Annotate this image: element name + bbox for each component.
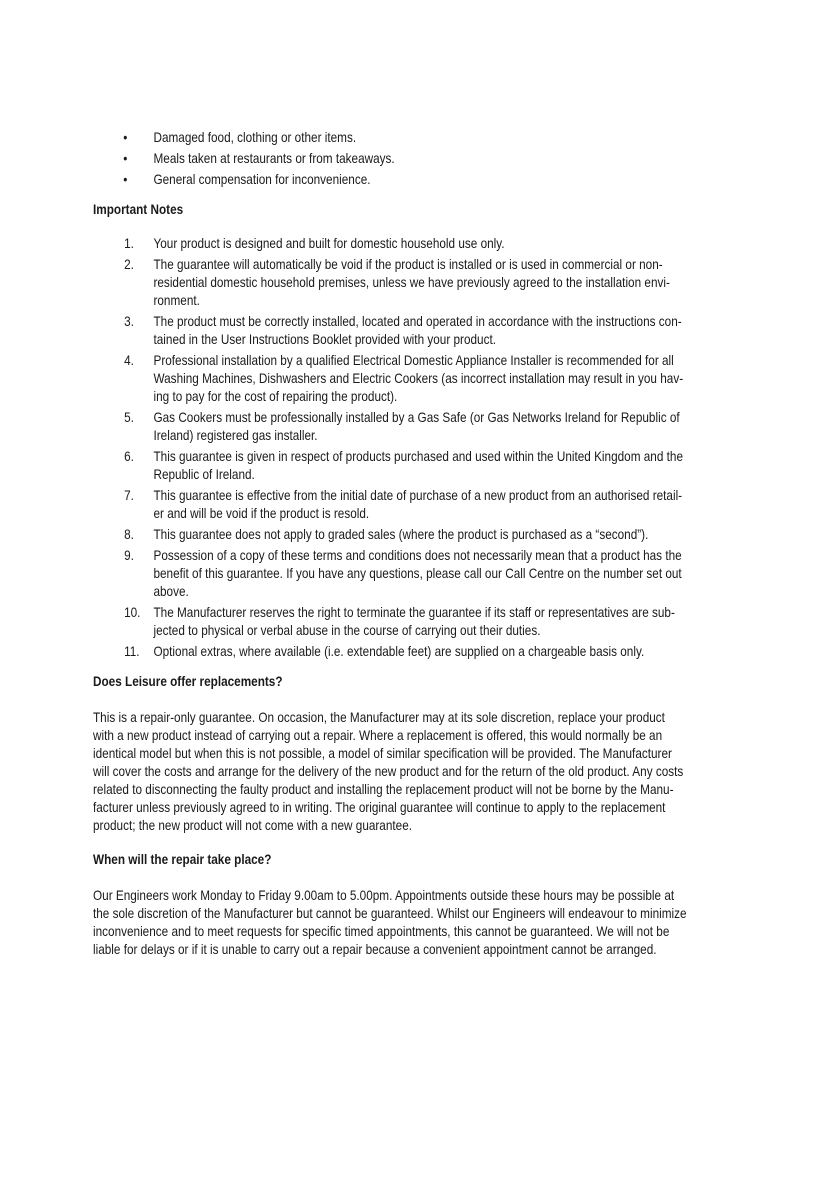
- note-item: [93, 486, 757, 522]
- text-line: This guarantee does not apply to graded sales (where the product is purchased as a “second”).: [153, 526, 649, 542]
- note-item: [93, 546, 757, 600]
- text-line: Ireland) registered gas installer.: [153, 427, 318, 443]
- exclusions-bullet-list: [93, 128, 757, 188]
- text-line: facturer unless previously agreed to in writing. The original guarantee will continue to apply to the replacement: [93, 799, 666, 815]
- note-item: [93, 255, 757, 309]
- text-line: The Manufacturer reserves the right to terminate the guarantee if its staff or representatives are sub-: [153, 604, 675, 620]
- text-line: The guarantee will automatically be void if the product is installed or is used in commercial or non-: [153, 256, 663, 272]
- note-item: [93, 603, 757, 639]
- text-line: Optional extras, where available (i.e. extendable feet) are supplied on a chargeable basis only.: [153, 643, 645, 659]
- text-line: will cover the costs and arrange for the delivery of the new product and for the return of the old product. Any costs: [93, 763, 684, 779]
- note-number: 2.: [124, 256, 134, 272]
- note-number: 9.: [124, 547, 134, 563]
- bullet-item: [93, 128, 757, 146]
- text-line: ing to pay for the cost of repairing the product).: [153, 388, 398, 404]
- note-number: 5.: [124, 409, 134, 425]
- bullet-icon: •: [123, 129, 128, 145]
- note-item: [93, 234, 757, 252]
- important-notes-heading: Important Notes: [93, 201, 184, 217]
- text-line: the sole discretion of the Manufacturer but cannot be guaranteed. Whilst our Engineers will endeavour to minimize: [93, 905, 687, 921]
- text-line: residential domestic household premises, unless we have previously agreed to the installation envi-: [153, 274, 670, 290]
- text-line: with a new product instead of carrying out a repair. Where a replacement is offered, this would normally be an: [93, 727, 663, 743]
- important-notes-list: [93, 234, 757, 660]
- bullet-icon: •: [123, 171, 128, 187]
- text-line: Professional installation by a qualified Electrical Domestic Appliance Installer is recommended for all: [153, 352, 674, 368]
- note-number: 8.: [124, 526, 134, 542]
- text-line: Our Engineers work Monday to Friday 9.00am to 5.00pm. Appointments outside these hours may be possible at: [93, 887, 675, 903]
- text-line: jected to physical or verbal abuse in the course of carrying out their duties.: [153, 622, 541, 638]
- note-number: 10.: [124, 604, 141, 620]
- note-number: 11.: [124, 643, 140, 659]
- note-item: [93, 351, 757, 405]
- note-number: 1.: [124, 235, 134, 251]
- text-line: This guarantee is effective from the initial date of purchase of a new product from an authorised retail-: [153, 487, 683, 503]
- text-line: er and will be void if the product is resold.: [153, 505, 370, 521]
- bullet-icon: •: [123, 150, 128, 166]
- text-line: This is a repair-only guarantee. On occasion, the Manufacturer may at its sole discretion, replace your product: [93, 709, 665, 725]
- bullet-item: [93, 149, 757, 167]
- text-line: inconvenience and to meet requests for specific timed appointments, this cannot be guaranteed. We will not be: [93, 923, 670, 939]
- repair-timing-paragraph: [93, 886, 757, 958]
- note-item: [93, 312, 757, 348]
- text-line: ronment.: [153, 292, 200, 308]
- text-line: This guarantee is given in respect of products purchased and used within the United Kingdom and the: [153, 448, 684, 464]
- note-number: 4.: [124, 352, 134, 368]
- replacements-paragraph: [93, 708, 757, 834]
- bullet-item: [93, 170, 757, 188]
- text-line: product; the new product will not come with a new guarantee.: [93, 817, 413, 833]
- note-number: 3.: [124, 313, 134, 329]
- note-number: 7.: [124, 487, 134, 503]
- text-line: Meals taken at restaurants or from takeaways.: [153, 150, 395, 166]
- note-item: [93, 447, 757, 483]
- note-item: [93, 525, 757, 543]
- document-page: [93, 128, 757, 958]
- note-item: [93, 408, 757, 444]
- note-item: [93, 642, 757, 660]
- text-line: General compensation for inconvenience.: [153, 171, 371, 187]
- text-line: Your product is designed and built for domestic household use only.: [153, 235, 505, 251]
- text-line: Possession of a copy of these terms and conditions does not necessarily mean that a product has the: [153, 547, 682, 563]
- text-line: related to disconnecting the faulty product and installing the replacement product will not be borne by the Manu-: [93, 781, 674, 797]
- text-line: Gas Cookers must be professionally installed by a Gas Safe (or Gas Networks Ireland for Republic of: [153, 409, 680, 425]
- text-line: liable for delays or if it is unable to carry out a repair because a convenient appointment cannot be arranged.: [93, 941, 657, 957]
- text-line: tained in the User Instructions Booklet provided with your product.: [153, 331, 497, 347]
- note-number: 6.: [124, 448, 134, 464]
- text-line: Damaged food, clothing or other items.: [153, 129, 357, 145]
- text-line: above.: [153, 583, 189, 599]
- text-line: Republic of Ireland.: [153, 466, 255, 482]
- text-line: benefit of this guarantee. If you have any questions, please call our Call Centre on the number set out: [153, 565, 682, 581]
- replacements-heading: Does Leisure offer replacements?: [93, 673, 283, 689]
- repair-timing-heading: When will the repair take place?: [93, 851, 272, 867]
- text-line: identical model but when this is not possible, a model of similar specification will be provided. The Manufacturer: [93, 745, 672, 761]
- text-line: Washing Machines, Dishwashers and Electric Cookers (as incorrect installation may result in you hav-: [153, 370, 684, 386]
- text-line: The product must be correctly installed, located and operated in accordance with the instructions con-: [153, 313, 682, 329]
